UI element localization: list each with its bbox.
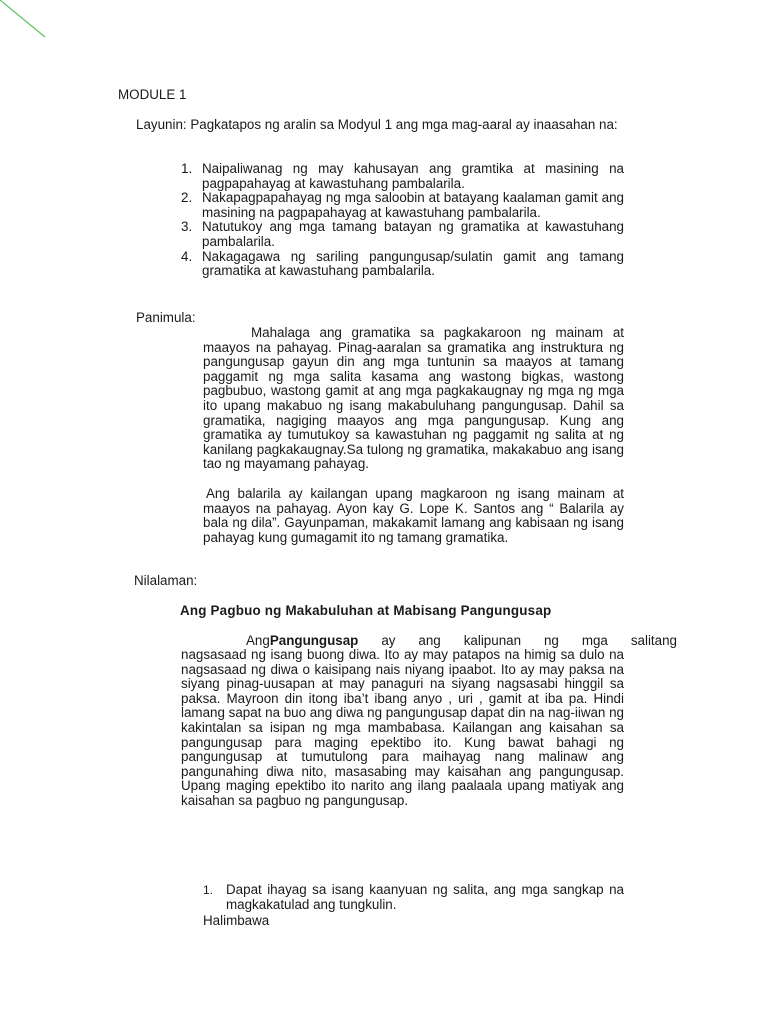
keyword-pangungusap: Pangungusap: [269, 633, 359, 648]
rule-item: [203, 883, 624, 912]
rule-number: 1.: [203, 883, 214, 897]
first-line-lead: Ang: [246, 633, 270, 648]
objective-text: Nakapagpapahayag ng mga saloobin at batayang kaalaman gamit ang masining na pagpapahayag at kawastuhang pambalarila.: [202, 190, 624, 220]
objective-number: 2.: [181, 190, 193, 206]
objective-text: Natutukoy ang mga tamang batayan ng gramatika at kawastuhang pambalarila.: [202, 219, 624, 249]
objectives-list: [181, 162, 624, 279]
module-title: MODULE 1: [118, 87, 187, 102]
objective-item: [181, 220, 624, 249]
objective-item: [181, 250, 624, 279]
objective-number: 3.: [181, 219, 193, 235]
objective-number: 4.: [181, 248, 193, 264]
introduction-label: Panimula:: [136, 310, 196, 325]
objective-item: [181, 162, 624, 191]
objective-item: [181, 191, 624, 220]
content-body: nagsasaad ng isang buong diwa. Ito ay may patapos na himig sa dulo na nagsasaad ng diwa o kaisipang nais niyang ipaabot. Ito ay may paksa na siyang pinag-uusapan at may panaguri na siyang nagsasabi hinggil sa paksa. Mayroon din itong iba’t ibang anyo , uri , gamit at iba pa. Hindi lamang sapat na buo ang diwa ng pangungusap dapat din na nag-iiwan ng kakintalan sa isipan ng mga mambabasa. Kailangan ang kaisahan sa pangungusap para maging epektibo ito. Kung bawat bahagi ng pangungusap at tumutulong para maihayag nang malinaw ang pangunahing diwa nito, masasabing may kaisahan ang pangungusap. Upang maging epektibo ito narito ang ilang paalaala upang matiyak ang kaisahan sa pagbuo ng pangungusap.: [181, 647, 624, 808]
objective-text: Naipaliwanag ng may kahusayan ang gramtika at masining na pagpapahayag at kawastuhang pambalarila.: [202, 161, 624, 191]
introduction-paragraph-1: Mahalaga ang gramatika sa pagkakaroon ng mainam at maayos na pahayag. Pinag-aaralan sa gramatika ang instruktura ng pangungusap gayun din ang mga tuntunin sa maayos at tamang paggamit ng mga salita kasama ang wastong bigkas, wastong pagbubuo, wastong gamit at ang mga pagkakaugnay ng mga ng mga ito upang makabuo ng isang makabuluhang pangungusap. Dahil sa gramatika, nagiging maayos ang mga pangungusap. Kung ang gramatika ay tumutukoy sa kawastuhan ng paggamit ng salita at ng kanilang pagkakaugnay.Sa tulong ng gramatika, makakabuo ang isang tao ng mayamang pahayag.: [203, 325, 624, 472]
corner-line-mark: [0, 0, 60, 50]
content-label: Nilalaman:: [134, 573, 198, 588]
objectives-intro: Layunin: Pagkatapos ng aralin sa Modyul 1 ang mga mag-aaral ay inaasahan na:: [136, 117, 618, 132]
rule-text: Dapat ihayag sa isang kaanyuan ng salita, ang mga sangkap na magkakatulad ang tungkulin.: [226, 882, 624, 912]
example-label: Halimbawa: [203, 913, 270, 928]
objective-number: 1.: [181, 161, 193, 176]
section-heading: Ang Pagbuo ng Makabuluhan at Mabisang Pangungusap: [180, 603, 552, 618]
objective-text: Nakagagawa ng sariling pangungusap/sulatin gamit ang tamang gramatika at kawastuhang pambalarila.: [202, 248, 624, 279]
introduction-paragraph-2: Ang balarila ay kailangan upang magkaroon ng isang mainam at maayos na pahayag. Ayon kay G. Lope K. Santos ang “ Balarila ay bala ng dila”. Gayunpaman, makakamit lamang ang kabisaan ng isang pahayag kung gumagamit ito ng tamang gramatika.: [203, 486, 624, 545]
first-line-rest: ay ang kalipunan ng mga salitang: [381, 633, 677, 648]
